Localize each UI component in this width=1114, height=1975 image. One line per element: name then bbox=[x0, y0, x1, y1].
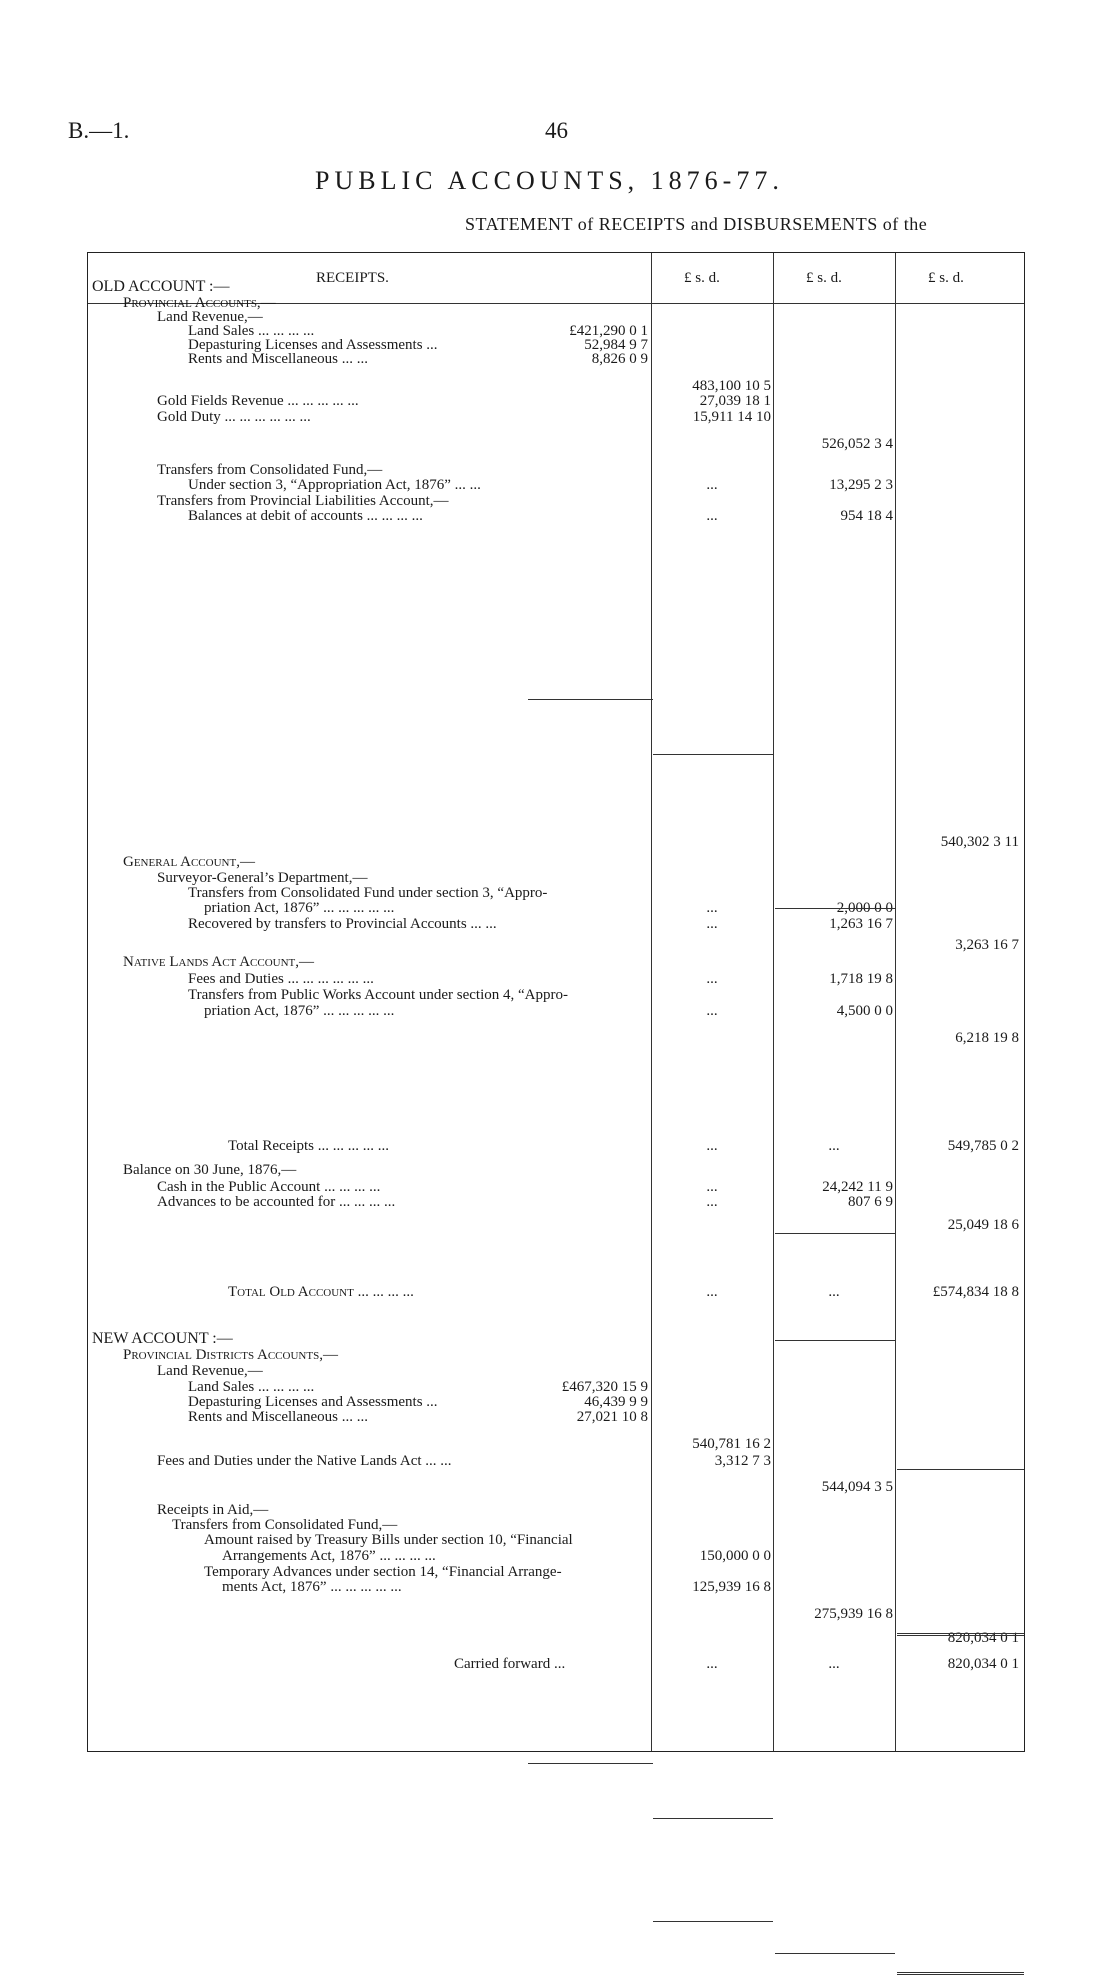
amount-c3: £574,834 18 8 bbox=[932, 1284, 1019, 1300]
row-label: Transfers from Provincial Liabilities Account,— bbox=[157, 493, 449, 509]
row-label: Transfers from Consolidated Fund under section 3, “Appro- bbox=[188, 885, 548, 901]
row-label: Provincial Districts Accounts,— bbox=[123, 1347, 338, 1363]
row-label: Under section 3, “Appropriation Act, 1876” ... ... bbox=[188, 477, 481, 493]
amount-c0: 27,021 10 8 bbox=[576, 1409, 648, 1425]
amount-c0: £467,320 15 9 bbox=[561, 1379, 648, 1395]
header-col1: £ s. d. bbox=[684, 270, 720, 286]
row-label: priation Act, 1876” ... ... ... ... ... bbox=[204, 900, 395, 916]
amount-c1: 150,000 0 0 bbox=[699, 1548, 771, 1564]
amount-c1: 3,312 7 3 bbox=[714, 1453, 771, 1469]
table-row bbox=[88, 350, 1024, 368]
amount-c2: ... bbox=[828, 1138, 840, 1154]
row-label: Land Revenue,— bbox=[157, 309, 263, 325]
amount-c1: ... bbox=[706, 1003, 718, 1019]
row-label: Native Lands Act Account,— bbox=[123, 954, 315, 970]
amount-c2: 275,939 16 8 bbox=[814, 1606, 893, 1622]
table-row bbox=[88, 1193, 1024, 1211]
table-row bbox=[88, 1029, 1024, 1047]
row-label: Total Receipts ... ... ... ... ... bbox=[228, 1138, 390, 1154]
row-label: Arrangements Act, 1876” ... ... ... ... bbox=[222, 1548, 436, 1564]
amount-c3: 820,034 0 1 bbox=[947, 1656, 1019, 1672]
row-label: Total Old Account ... ... ... ... bbox=[228, 1284, 414, 1300]
row-label: Fees and Duties ... ... ... ... ... ... bbox=[188, 971, 374, 987]
amount-c2: 1,718 19 8 bbox=[829, 971, 893, 987]
amount-c2: 2,000 0 0 bbox=[836, 900, 893, 916]
amount-c1: ... bbox=[706, 1284, 718, 1300]
header-receipts: RECEIPTS. bbox=[316, 270, 389, 286]
amount-c1: ... bbox=[706, 508, 718, 524]
table-row bbox=[88, 1578, 1024, 1596]
amount-c0: 52,984 9 7 bbox=[584, 337, 648, 353]
amount-c1: ... bbox=[706, 1179, 718, 1195]
document-code: B.—1. bbox=[68, 118, 130, 143]
amount-c0: £421,290 0 1 bbox=[569, 323, 648, 339]
page-number: 46 bbox=[545, 118, 568, 143]
row-label: Cash in the Public Account ... ... ... ... bbox=[157, 1179, 381, 1195]
table-row bbox=[88, 1161, 1024, 1179]
table-row bbox=[88, 833, 1024, 851]
amount-c3: 6,218 19 8 bbox=[955, 1030, 1019, 1046]
table-row bbox=[88, 936, 1024, 954]
amount-c2: 544,094 3 5 bbox=[821, 1479, 893, 1495]
amount-c1: ... bbox=[706, 1656, 718, 1672]
row-label: Gold Duty ... ... ... ... ... ... bbox=[157, 409, 311, 425]
row-label: Transfers from Consolidated Fund,— bbox=[157, 462, 383, 478]
table-row bbox=[88, 953, 1024, 971]
row-label: General Account,— bbox=[123, 854, 255, 870]
table-row bbox=[88, 1408, 1024, 1426]
table-row bbox=[88, 408, 1024, 426]
amount-c2: 4,500 0 0 bbox=[836, 1003, 893, 1019]
row-label: Amount raised by Treasury Bills under section 10, “Financial bbox=[204, 1532, 573, 1548]
amount-c1: ... bbox=[706, 971, 718, 987]
row-label: priation Act, 1876” ... ... ... ... ... bbox=[204, 1003, 395, 1019]
row-label: Land Sales ... ... ... ... bbox=[188, 323, 315, 339]
table-row bbox=[88, 1605, 1024, 1623]
amount-c3: 3,263 16 7 bbox=[955, 937, 1019, 953]
row-label: NEW ACCOUNT :— bbox=[92, 1330, 233, 1347]
amount-c2: 954 18 4 bbox=[840, 508, 893, 524]
row-label: Transfers from Consolidated Fund,— bbox=[172, 1517, 398, 1533]
amount-c2: 24,242 11 9 bbox=[822, 1179, 893, 1195]
row-label: Fees and Duties under the Native Lands Act ... ... bbox=[157, 1453, 452, 1469]
row-label: Land Revenue,— bbox=[157, 1363, 263, 1379]
row-label: OLD ACCOUNT :— bbox=[92, 278, 230, 295]
row-label: Balances at debit of accounts ... ... ... ... bbox=[188, 508, 423, 524]
amount-c2: ... bbox=[828, 1656, 840, 1672]
page-title: PUBLIC ACCOUNTS, 1876-77. bbox=[315, 166, 784, 195]
amount-c3: 540,302 3 11 bbox=[940, 834, 1019, 850]
row-label: Provincial Accounts,— bbox=[123, 295, 276, 311]
row-label: Surveyor-General’s Department,— bbox=[157, 870, 368, 886]
header-col3: £ s. d. bbox=[928, 270, 964, 286]
table-row bbox=[88, 1629, 1024, 1647]
amount-c1: 540,781 16 2 bbox=[692, 1436, 771, 1452]
row-label: Land Sales ... ... ... ... bbox=[188, 1379, 315, 1395]
amount-c2: ... bbox=[828, 1284, 840, 1300]
receipts-table bbox=[87, 252, 1025, 1752]
row-label: Depasturing Licenses and Assessments ... bbox=[188, 337, 438, 353]
table-row bbox=[88, 1216, 1024, 1234]
amount-c2: 807 6 9 bbox=[848, 1194, 893, 1210]
table-row bbox=[88, 1452, 1024, 1470]
table-row bbox=[88, 1002, 1024, 1020]
table-row bbox=[88, 1478, 1024, 1496]
amount-c2: 1,263 16 7 bbox=[829, 916, 893, 932]
amount-c0: 46,439 9 9 bbox=[584, 1394, 648, 1410]
amount-c1: 15,911 14 10 bbox=[692, 409, 771, 425]
header-col2: £ s. d. bbox=[806, 270, 842, 286]
amount-c1: ... bbox=[706, 477, 718, 493]
row-label: Rents and Miscellaneous ... ... bbox=[188, 351, 368, 367]
amount-c1: ... bbox=[706, 1194, 718, 1210]
row-label: Gold Fields Revenue ... ... ... ... ... bbox=[157, 393, 359, 409]
row-label: Carried forward ... bbox=[454, 1656, 566, 1672]
amount-c2: 13,295 2 3 bbox=[829, 477, 893, 493]
row-label: Receipts in Aid,— bbox=[157, 1502, 269, 1518]
row-label: Recovered by transfers to Provincial Accounts ... ... bbox=[188, 916, 497, 932]
page-subtitle: STATEMENT of RECEIPTS and DISBURSEMENTS of the bbox=[465, 214, 928, 234]
amount-c2: 526,052 3 4 bbox=[821, 436, 893, 452]
table-row bbox=[88, 1655, 1024, 1673]
row-label: Advances to be accounted for ... ... ... ... bbox=[157, 1194, 396, 1210]
amount-c1: ... bbox=[706, 1138, 718, 1154]
table-row bbox=[88, 507, 1024, 525]
row-label: Balance on 30 June, 1876,— bbox=[123, 1162, 297, 1178]
amount-c1: 27,039 18 1 bbox=[699, 393, 771, 409]
amount-c0: 8,826 0 9 bbox=[591, 351, 648, 367]
amount-c3: 25,049 18 6 bbox=[947, 1217, 1019, 1233]
amount-c1: ... bbox=[706, 916, 718, 932]
amount-c1: 125,939 16 8 bbox=[692, 1579, 771, 1595]
amount-c3: 820,034 0 1 bbox=[947, 1630, 1019, 1646]
row-label: ments Act, 1876” ... ... ... ... ... bbox=[222, 1579, 402, 1595]
table-row bbox=[88, 435, 1024, 453]
row-label: Temporary Advances under section 14, “Financial Arrange- bbox=[204, 1564, 562, 1580]
table-row bbox=[88, 1435, 1024, 1453]
row-label: Transfers from Public Works Account under section 4, “Appro- bbox=[188, 987, 568, 1003]
row-label: Rents and Miscellaneous ... ... bbox=[188, 1409, 368, 1425]
table-row bbox=[88, 1283, 1024, 1301]
amount-c3: 549,785 0 2 bbox=[947, 1138, 1019, 1154]
table-row bbox=[88, 915, 1024, 933]
amount-c1: ... bbox=[706, 900, 718, 916]
row-label: Depasturing Licenses and Assessments ... bbox=[188, 1394, 438, 1410]
amount-c1: 483,100 10 5 bbox=[692, 378, 771, 394]
table-row bbox=[88, 1137, 1024, 1155]
